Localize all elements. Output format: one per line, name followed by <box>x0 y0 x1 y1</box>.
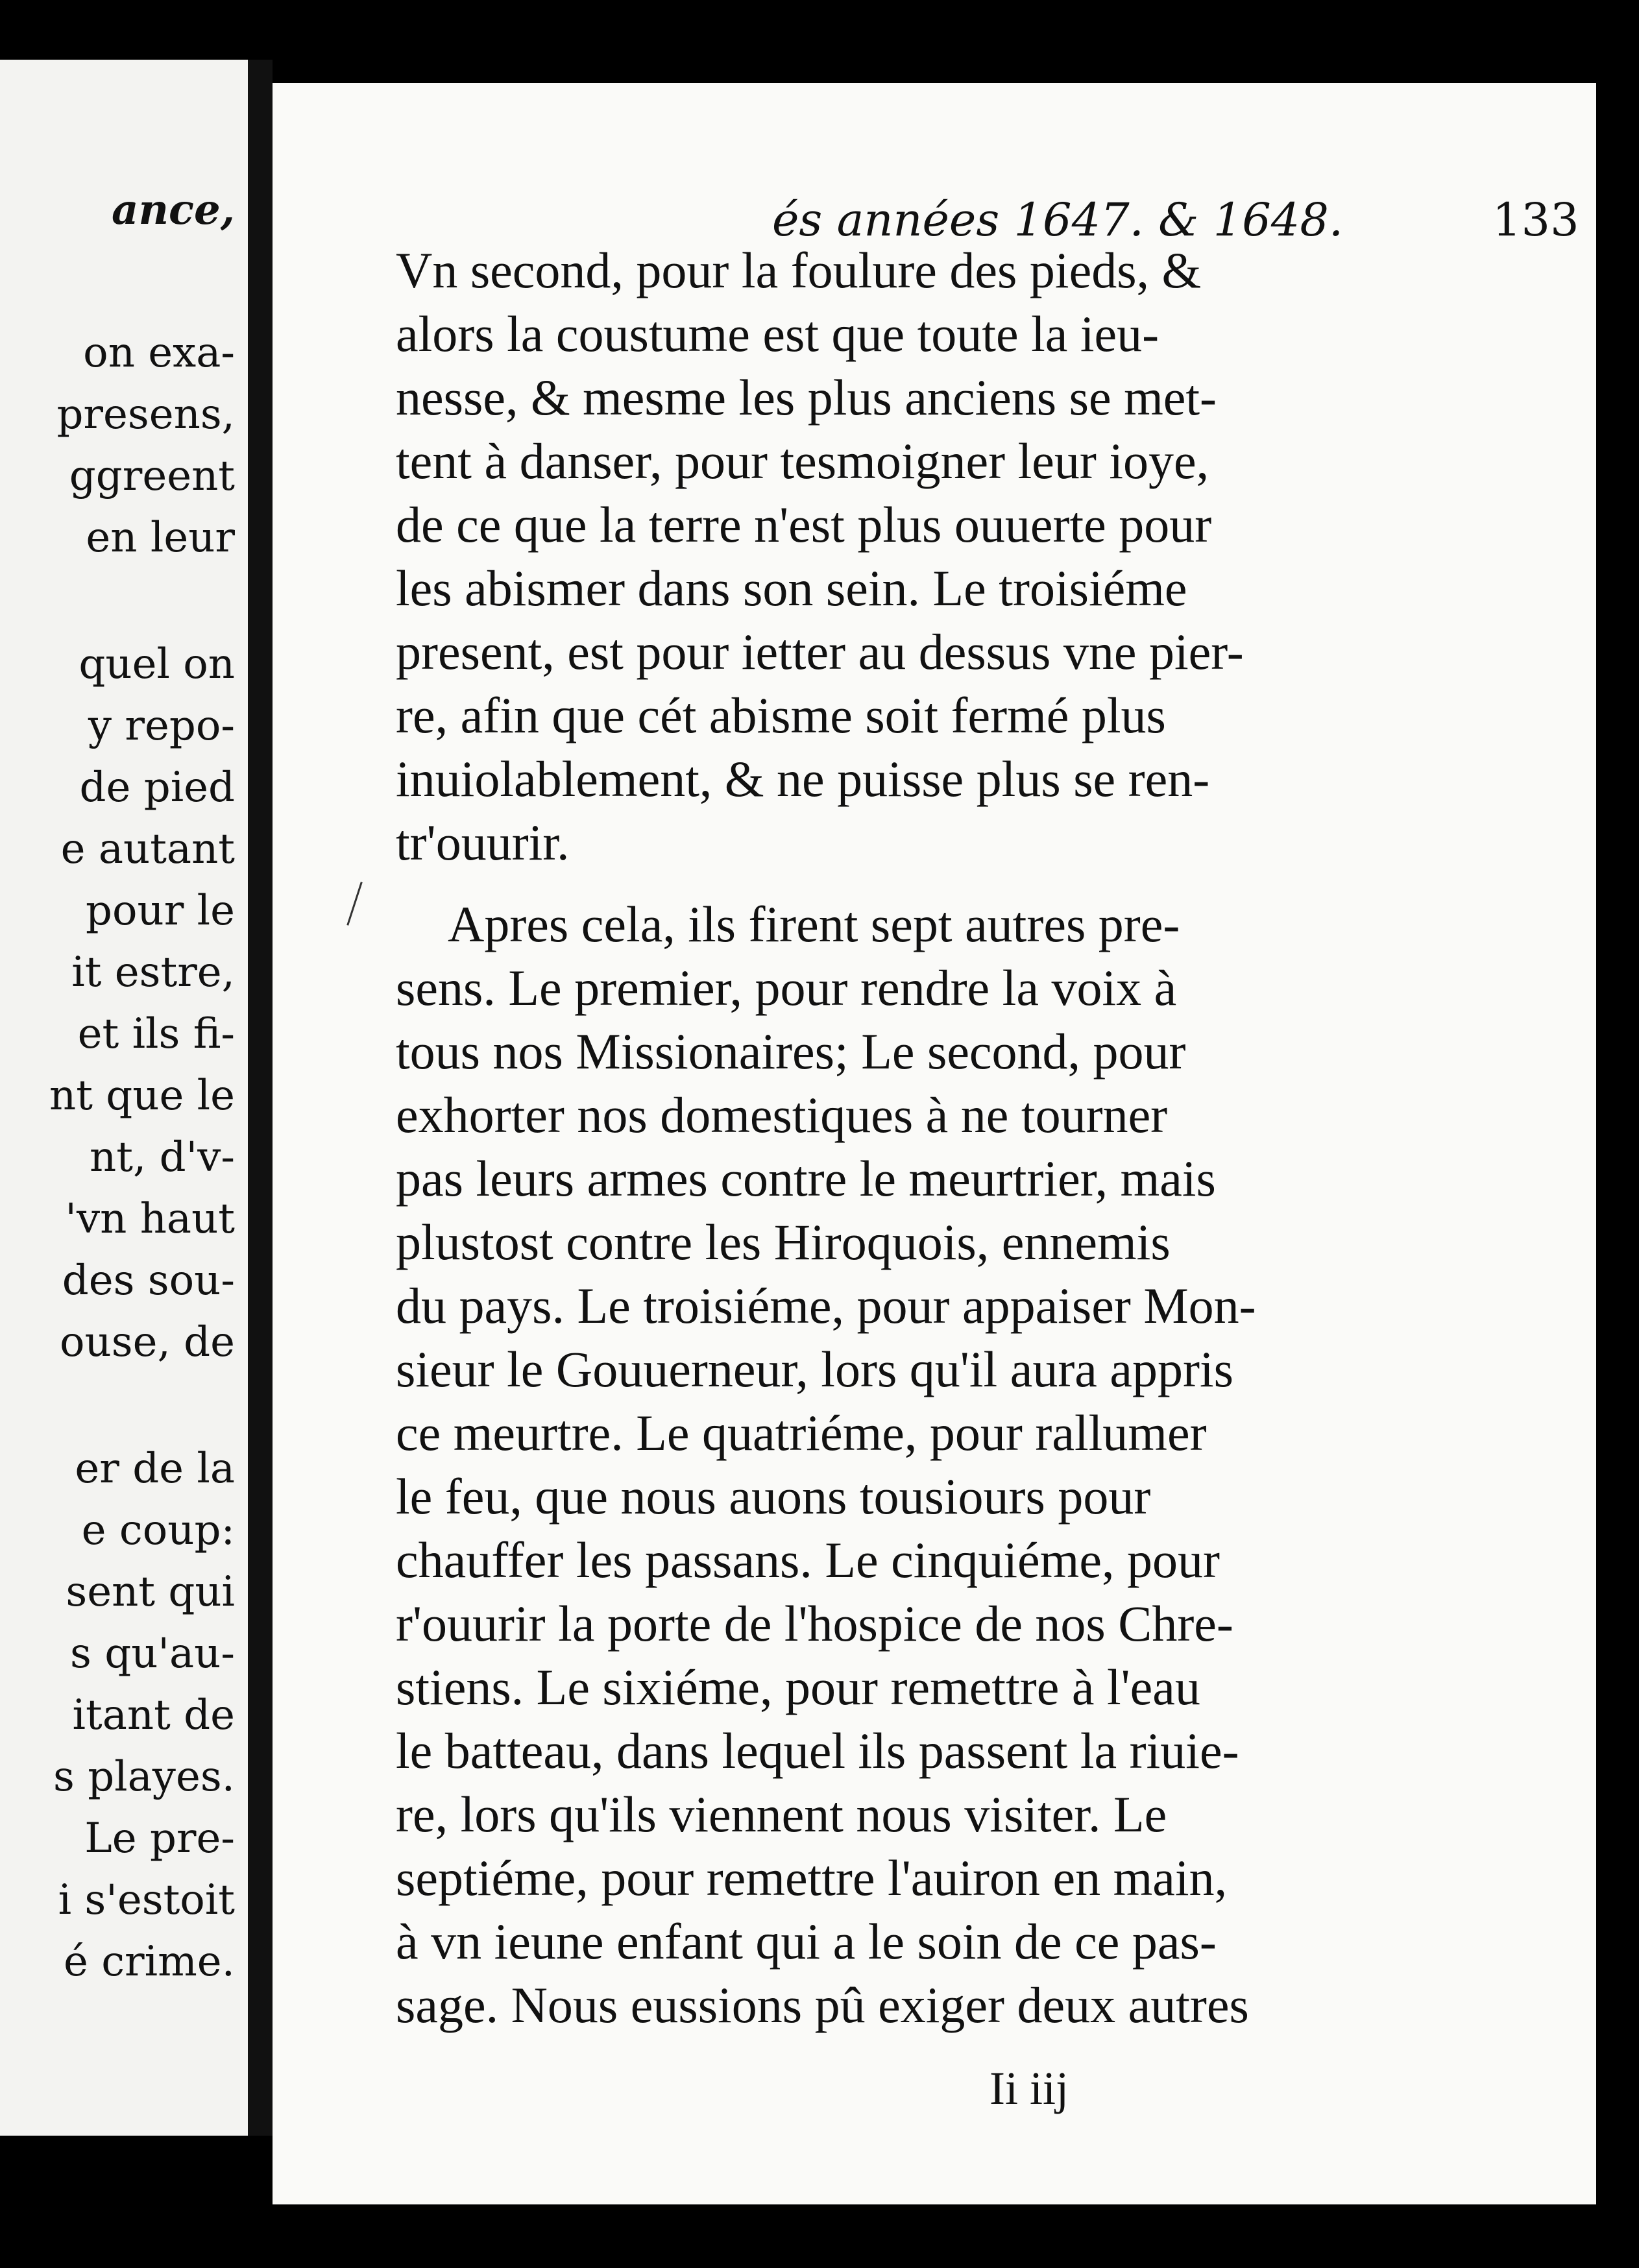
text-line: Apres cela, ils firent sept autres pre- <box>448 896 1180 952</box>
left-page-line: it estre, <box>71 948 235 996</box>
text-line: du pays. Le troisiéme, pour appaiser Mon- <box>396 1277 1256 1334</box>
left-running-head: ance, <box>112 186 235 234</box>
left-page-line: s qu'au- <box>70 1630 235 1678</box>
left-page-line: sent qui <box>66 1568 235 1616</box>
left-page-line: 'vn haut <box>65 1195 235 1243</box>
book-gutter <box>248 60 273 2136</box>
left-page-line: Le pre- <box>84 1815 235 1863</box>
text-line: exhorter nos domestiques à ne tourner <box>396 1087 1168 1143</box>
left-page-line: i s'estoit <box>58 1876 235 1924</box>
left-page-line: nt que le <box>49 1072 235 1120</box>
text-line: pas leurs armes contre le meurtrier, mais <box>396 1150 1216 1207</box>
text-line: chauffer les passans. Le cinquiéme, pour <box>396 1532 1220 1588</box>
text-line: present, est pour ietter au dessus vne pier- <box>396 623 1244 680</box>
running-head-title: és années 1647. & 1648. <box>772 193 1344 247</box>
left-page-line: s playes. <box>53 1753 235 1801</box>
left-page-line: quel on <box>79 640 235 688</box>
text-line: inuiolablement, & ne puisse plus se ren- <box>396 751 1210 807</box>
right-page <box>273 83 1596 2204</box>
text-line: à vn ieune enfant qui a le soin de ce pas- <box>396 1913 1217 1970</box>
text-line: r'ouurir la porte de l'hospice de nos Chre- <box>396 1595 1233 1652</box>
text-line: de ce que la terre n'est plus ouuerte pour <box>396 496 1212 553</box>
text-line: tr'ouurir. <box>396 814 570 871</box>
text-line: le feu, que nous auons tousiours pour <box>396 1468 1151 1525</box>
left-page-fragment <box>0 60 248 2136</box>
left-page-line: e autant <box>60 825 235 873</box>
left-page-line: y repo- <box>88 702 235 750</box>
text-line: Vn second, pour la foulure des pieds, & <box>396 242 1202 298</box>
left-page-line: itant de <box>72 1691 235 1739</box>
left-page-line: on exa- <box>83 329 235 377</box>
left-page-line: des sou- <box>62 1257 235 1305</box>
text-line: le batteau, dans lequel ils passent la riuie- <box>396 1722 1239 1779</box>
text-line: sieur le Gouuerneur, lors qu'il aura appris <box>396 1341 1234 1397</box>
text-line: stiens. Le sixiéme, pour remettre à l'eau <box>396 1659 1200 1715</box>
text-line: tous nos Missionaires; Le second, pour <box>396 1023 1186 1080</box>
text-line: septiéme, pour remettre l'auiron en main, <box>396 1850 1228 1906</box>
left-page-line: presens, <box>56 391 235 439</box>
left-page-line: de pied <box>79 764 235 812</box>
text-line: alors la coustume est que toute la ieu- <box>396 306 1159 362</box>
left-page-line: é crime. <box>63 1938 235 1986</box>
text-line: ce meurtre. Le quatriéme, pour rallumer <box>396 1405 1207 1461</box>
text-line: sage. Nous eussions pû exiger deux autres <box>396 1977 1249 2033</box>
left-page-line: en leur <box>86 514 235 562</box>
margin-speck <box>346 882 362 926</box>
text-line: re, afin que cét abisme soit fermé plus <box>396 687 1166 743</box>
left-page-line: er de la <box>75 1445 235 1493</box>
left-page-line: et ils fi- <box>77 1010 235 1058</box>
left-page-line: nt, d'v- <box>90 1133 235 1181</box>
page-number: 133 <box>1492 193 1579 247</box>
text-line: nesse, & mesme les plus anciens se met- <box>396 369 1217 426</box>
text-line: plustost contre les Hiroquois, ennemis <box>396 1214 1171 1270</box>
text-line: re, lors qu'ils viennent nous visiter. Le <box>396 1786 1167 1842</box>
text-line: tent à danser, pour tesmoigner leur ioye, <box>396 433 1209 489</box>
left-page-line: ggreent <box>69 452 235 500</box>
left-page-line: pour le <box>86 887 235 935</box>
text-line: les abismer dans son sein. Le troisiéme <box>396 560 1187 616</box>
left-page-line: ouse, de <box>60 1318 235 1366</box>
signature-mark: Ii iij <box>989 2062 1069 2114</box>
text-line: sens. Le premier, pour rendre la voix à <box>396 959 1177 1016</box>
left-page-line: e coup: <box>81 1506 235 1554</box>
